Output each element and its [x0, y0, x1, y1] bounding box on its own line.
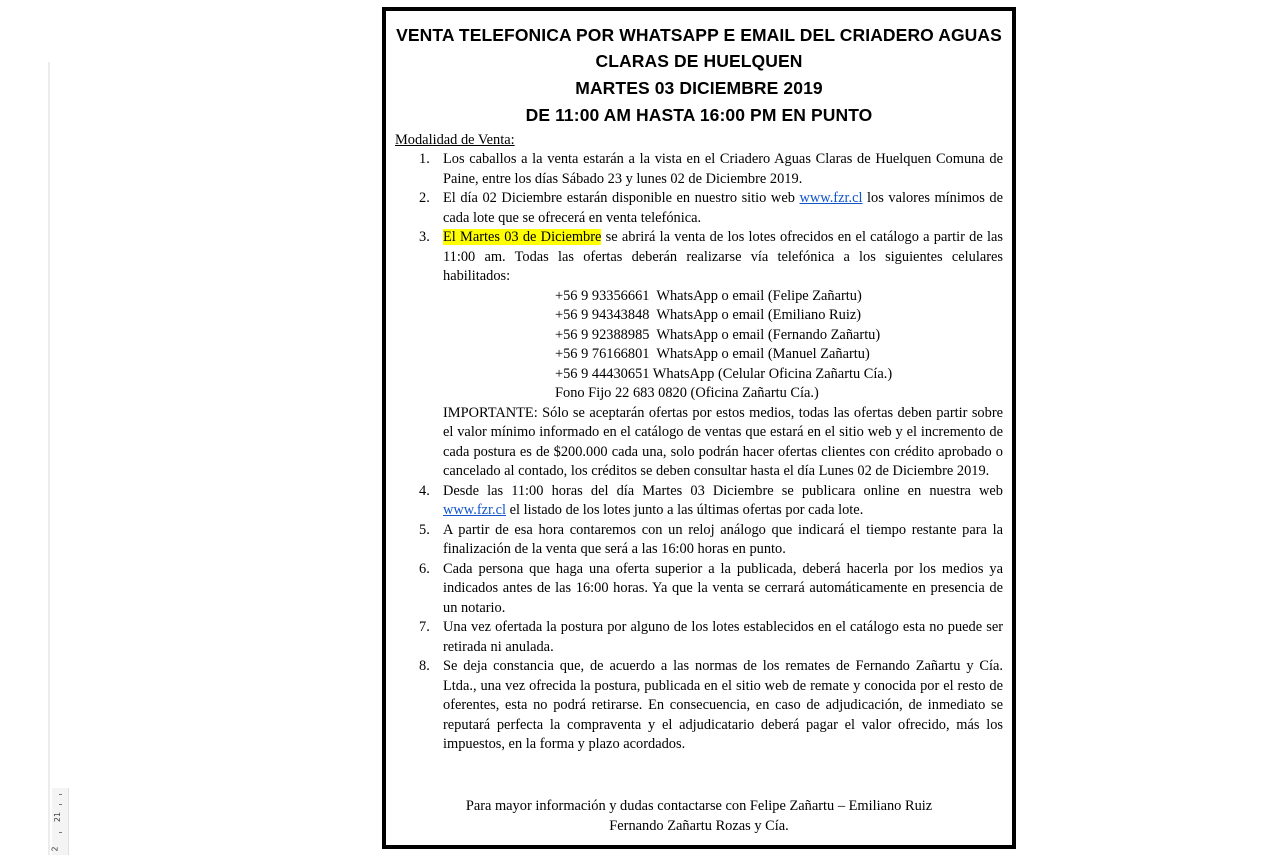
important-note: IMPORTANTE: Sólo se aceptarán ofertas por estos medios, todas las ofertas deben partir sobre el valor mínimo informado en el catálogo de ventas que estará en el sitio web y el incremento de cada postura es de $200.000 cada una, solo podrán hacer ofertas clientes con crédito aprobado o cancelado al contado, los créditos se deben consultar hasta el día Lunes 02 de Diciembre 2019.	[443, 404, 1003, 479]
phone-line: +56 9 92388985 WhatsApp o email (Fernando Zañartu)	[555, 326, 881, 343]
title-line: VENTA TELEFONICA POR WHATSAPP E EMAIL DEL CRIADERO AGUAS	[396, 25, 1002, 45]
phone-line: +56 9 93356661 WhatsApp o email (Felipe Zañartu)	[555, 287, 862, 304]
item-number: 1.	[419, 151, 430, 167]
list-item	[395, 228, 1003, 482]
phone-line: +56 9 76166801 WhatsApp o email (Manuel Zañartu)	[555, 346, 870, 362]
ruler-tick	[59, 804, 62, 805]
item-text: se abrirá la venta de los lotes ofrecidos en el catálogo a partir de las 11:00 am. Todas las ofertas deberán realizarse vía telefónica a los siguientes celulares habilitados:	[443, 229, 1003, 284]
ruler-number: 2	[50, 846, 60, 852]
item-text: Cada persona que haga una oferta superior a la publicada, deberá hacerla por los medios ya indicados antes de las 16:00 horas. Ya que la venta se cerrará automáticamente en presencia de un notario.	[443, 560, 1003, 616]
item-number: 8.	[419, 658, 430, 674]
website-link[interactable]: www.fzr.cl	[443, 502, 507, 518]
list-item	[395, 150, 1003, 189]
title-line: DE 11:00 AM HASTA 16:00 PM EN PUNTO	[525, 105, 873, 125]
item-text: Una vez ofertada la postura por alguno de los lotes establecidos en el catálogo esta no puede ser retirada ni anulada.	[443, 619, 1003, 655]
phone-list	[443, 287, 1003, 404]
item-text: el listado de los lotes junto a las últimas ofertas por cada lote.	[506, 502, 864, 518]
document-page[interactable]	[382, 7, 1016, 849]
ruler-tick	[59, 794, 62, 795]
phone-line: +56 9 44430651 WhatsApp (Celular Oficina Zañartu Cía.)	[555, 365, 893, 382]
list-item	[395, 657, 1003, 755]
ruler-number: 21	[53, 811, 63, 823]
website-link[interactable]: www.fzr.cl	[799, 190, 863, 206]
title-line: CLARAS DE HUELQUEN	[595, 51, 803, 71]
list-item	[395, 189, 1003, 228]
item-number: 5.	[419, 521, 430, 538]
page-edge-shadow	[48, 62, 50, 855]
list-item	[395, 521, 1003, 560]
section-heading: Modalidad de Venta:	[395, 132, 515, 148]
footer-line: Fernando Zañartu Rozas y Cía.	[609, 817, 789, 834]
item-number: 4.	[419, 482, 430, 499]
item-text: Desde las 11:00 horas del día Martes 03 Diciembre se publicara online en nuestra web	[443, 482, 1003, 499]
list-item	[395, 560, 1003, 619]
item-number: 3.	[419, 229, 430, 245]
phone-line: Fono Fijo 22 683 0820 (Oficina Zañartu Cía.)	[555, 385, 819, 401]
item-number: 7.	[419, 619, 430, 635]
item-text: Se deja constancia que, de acuerdo a las normas de los remates de Fernando Zañartu y Cía. Ltda., una vez ofrecida la postura, publicada en el sitio web de remate y conocida por el resto de oferentes, esta no podrá retirarse. En consecuencia, en caso de adjudicación, de inmediato se reputará perfecta la compraventa y el adjudicatario deberá pagar el valor ofrecido, más los impuestos, en la forma y plazo acordados.	[443, 658, 1003, 752]
footer-line: Para mayor información y dudas contactarse con Felipe Zañartu – Emiliano Ruiz	[465, 798, 933, 814]
list-item	[395, 482, 1003, 521]
item-number: 6.	[419, 560, 430, 577]
item-number: 2.	[419, 190, 430, 206]
item-text: El día 02 Diciembre estarán disponible en nuestro sitio web	[443, 190, 800, 206]
highlighted-date: El Martes 03 de Diciembre	[443, 229, 602, 245]
phone-line: +56 9 94343848 WhatsApp o email (Emiliano Ruiz)	[555, 307, 862, 323]
ruler-tick	[59, 832, 62, 833]
contact-footer	[395, 797, 1003, 836]
list-item	[395, 618, 1003, 657]
title-line: MARTES 03 DICIEMBRE 2019	[575, 78, 823, 98]
sale-rules-list	[395, 150, 1003, 755]
item-text: los valores mínimos de cada lote que se ofrecerá en venta telefónica.	[443, 190, 1003, 226]
item-text: Los caballos a la venta estarán a la vista en el Criadero Aguas Claras de Huelquen Comuna de Paine, entre los días Sábado 23 y lunes 02 de Diciembre 2019.	[443, 151, 1003, 187]
vertical-ruler[interactable]	[52, 788, 69, 855]
item-text: A partir de esa hora contaremos con un reloj análogo que indicará el tiempo restante para la finalización de la venta que será a las 16:00 horas en punto.	[443, 521, 1003, 557]
